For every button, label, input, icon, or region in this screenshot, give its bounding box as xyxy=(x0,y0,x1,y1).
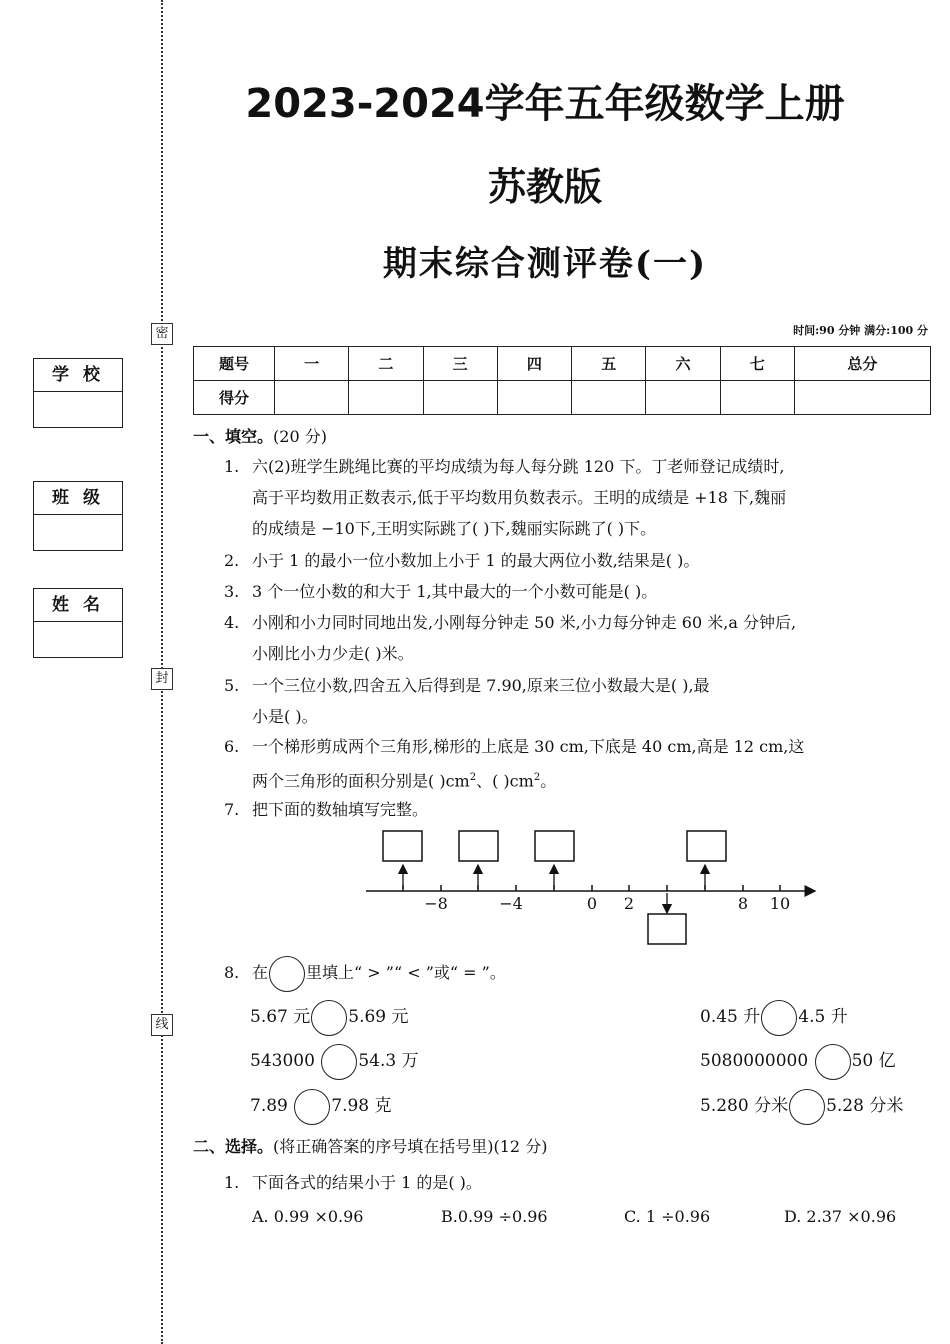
school-box xyxy=(33,358,123,428)
question-number: 8. xyxy=(224,963,240,982)
superscript: 2 xyxy=(469,772,477,783)
comparison-left: 543000 xyxy=(250,1051,321,1071)
question-line: 把下面的数轴填写完整。 xyxy=(252,800,429,819)
score-cell[interactable] xyxy=(497,381,571,415)
class-box xyxy=(33,481,123,551)
question-line: 的成绩是 −10下,王明实际跳了( )下,魏丽实际跳了( )下。 xyxy=(252,519,657,538)
table-row-label: 得分 xyxy=(194,381,275,415)
class-field[interactable] xyxy=(34,515,122,549)
question-line: 下面各式的结果小于 1 的是( )。 xyxy=(252,1173,482,1192)
edition-title: 苏教版 xyxy=(487,165,602,209)
comparison-left: 5.280 分米 xyxy=(700,1096,789,1116)
axis-ticks xyxy=(403,885,780,891)
score-cell[interactable] xyxy=(349,381,423,415)
comparison-right: 5.28 分米 xyxy=(826,1096,904,1116)
comparison-right: 7.98 克 xyxy=(331,1096,392,1116)
comparison-item xyxy=(700,1087,903,1125)
question-number: 3. xyxy=(224,582,240,601)
section-1-heading xyxy=(193,424,327,447)
score-table-score-row xyxy=(194,381,931,415)
axis-label: 0 xyxy=(586,894,598,913)
table-header-cell: 一 xyxy=(275,347,349,381)
comparison-item xyxy=(700,1042,896,1080)
comparison-item xyxy=(250,1042,419,1080)
axis-label: 8 xyxy=(737,894,749,913)
table-header-cell: 题号 xyxy=(194,347,275,381)
question-line: 小于 1 的最小一位小数加上小于 1 的最大两位小数,结果是( )。 xyxy=(252,551,700,570)
number-line-diagram xyxy=(360,825,830,950)
table-header-cell: 总分 xyxy=(794,347,930,381)
question-number: 1. xyxy=(224,1173,240,1192)
question-line: 高于平均数用正数表示,低于平均数用负数表示。王明的成绩是 +18 下,魏丽 xyxy=(252,488,787,507)
comparison-circle[interactable] xyxy=(761,1000,797,1036)
section-2-heading xyxy=(193,1134,547,1157)
table-header-cell: 五 xyxy=(572,347,646,381)
score-cell[interactable] xyxy=(572,381,646,415)
question-line: 一个梯形剪成两个三角形,梯形的上底是 30 cm,下底是 40 cm,高是 12 cm,这 xyxy=(252,737,805,756)
table-header-cell: 二 xyxy=(349,347,423,381)
question-line: 小刚比小力少走( )米。 xyxy=(252,644,414,663)
q6-text-end: 。 xyxy=(540,771,557,791)
name-label: 姓 名 xyxy=(34,589,122,622)
question-line: 小是( )。 xyxy=(252,707,318,726)
q6-text-b: 、( )cm xyxy=(476,771,534,791)
comparison-circle[interactable] xyxy=(294,1089,330,1125)
binding-mark-mi: 密 xyxy=(151,323,173,345)
score-cell[interactable] xyxy=(423,381,497,415)
section-2-points: (将正确答案的序号填在括号里)(12 分) xyxy=(273,1137,548,1156)
comparison-item xyxy=(250,998,409,1036)
comparison-right: 50 亿 xyxy=(851,1051,896,1071)
q8-post: 里填上“ > ”“ < ”或“ = ”。 xyxy=(306,963,506,982)
answer-box[interactable] xyxy=(535,831,574,861)
answer-box[interactable] xyxy=(383,831,422,861)
answer-box[interactable] xyxy=(459,831,498,861)
exam-subtitle: 期末综合测评卷(一) xyxy=(382,244,708,284)
score-cell[interactable] xyxy=(275,381,349,415)
score-cell[interactable] xyxy=(794,381,930,415)
time-score-info: 时间:90 分钟 满分:100 分 xyxy=(793,324,928,337)
axis-label: 10 xyxy=(769,894,791,913)
superscript: 2 xyxy=(533,772,541,783)
comparison-right: 4.5 升 xyxy=(798,1007,848,1027)
question-line: 3 个一位小数的和大于 1,其中最大的一个小数可能是( )。 xyxy=(252,582,658,601)
question-number: 1. xyxy=(224,457,240,476)
binding-mark-feng: 封 xyxy=(151,668,173,690)
score-cell[interactable] xyxy=(646,381,720,415)
answer-box[interactable] xyxy=(687,831,726,861)
comparison-circle[interactable] xyxy=(311,1000,347,1036)
table-header-cell: 六 xyxy=(646,347,720,381)
circle-placeholder xyxy=(269,956,305,992)
question-number: 6. xyxy=(224,737,240,756)
name-box xyxy=(33,588,123,658)
comparison-right: 5.69 元 xyxy=(348,1007,409,1027)
comparison-circle[interactable] xyxy=(321,1044,357,1080)
axis-label: −8 xyxy=(424,894,448,913)
school-label: 学 校 xyxy=(34,359,122,392)
comparison-circle[interactable] xyxy=(789,1089,825,1125)
table-header-cell: 七 xyxy=(720,347,794,381)
option-d[interactable]: D. 2.37 ×0.96 xyxy=(784,1207,897,1226)
q6-text-a: 两个三角形的面积分别是( )cm xyxy=(252,771,470,791)
comparison-item xyxy=(250,1087,392,1125)
question-number: 7. xyxy=(224,800,240,819)
axis-label: −4 xyxy=(499,894,523,913)
question-number: 2. xyxy=(224,551,240,570)
comparison-right: 54.3 万 xyxy=(358,1051,419,1071)
question-line xyxy=(252,762,934,796)
score-table-header-row xyxy=(194,347,931,381)
section-1-points: (20 分) xyxy=(273,427,327,446)
answer-box[interactable] xyxy=(648,914,686,944)
comparison-left: 7.89 xyxy=(250,1096,294,1116)
page-title: 2023-2024学年五年级数学上册 xyxy=(245,81,845,127)
score-table xyxy=(193,346,931,415)
comparison-left: 5.67 元 xyxy=(250,1007,311,1027)
question-line: 六(2)班学生跳绳比赛的平均成绩为每人每分跳 120 下。丁老师登记成绩时, xyxy=(252,457,785,476)
table-header-cell: 三 xyxy=(423,347,497,381)
option-c[interactable]: C. 1 ÷0.96 xyxy=(624,1207,711,1226)
section-2-title: 二、选择。 xyxy=(193,1137,274,1156)
question-line: 一个三位小数,四舍五入后得到是 7.90,原来三位小数最大是( ),最 xyxy=(252,676,710,695)
section-1-title: 一、填空。 xyxy=(193,427,274,446)
table-header-cell: 四 xyxy=(497,347,571,381)
name-field[interactable] xyxy=(34,622,122,656)
option-b[interactable]: B.0.99 ÷0.96 xyxy=(441,1207,548,1226)
class-label: 班 级 xyxy=(34,482,122,515)
comparison-left: 5080000000 xyxy=(700,1051,814,1071)
binding-mark-xian: 线 xyxy=(151,1014,173,1036)
question-number: 5. xyxy=(224,676,240,695)
option-a[interactable]: A. 0.99 ×0.96 xyxy=(252,1207,364,1226)
comparison-circle[interactable] xyxy=(815,1044,851,1080)
comparison-left: 0.45 升 xyxy=(700,1007,761,1027)
score-cell[interactable] xyxy=(720,381,794,415)
school-field[interactable] xyxy=(34,392,122,426)
comparison-item xyxy=(700,998,848,1036)
question-number: 4. xyxy=(224,613,240,632)
axis-label: 2 xyxy=(623,894,635,913)
q8-pre: 在 xyxy=(252,963,269,982)
question-line: 小刚和小力同时同地出发,小刚每分钟走 50 米,小力每分钟走 60 米,a 分钟后, xyxy=(252,613,797,632)
